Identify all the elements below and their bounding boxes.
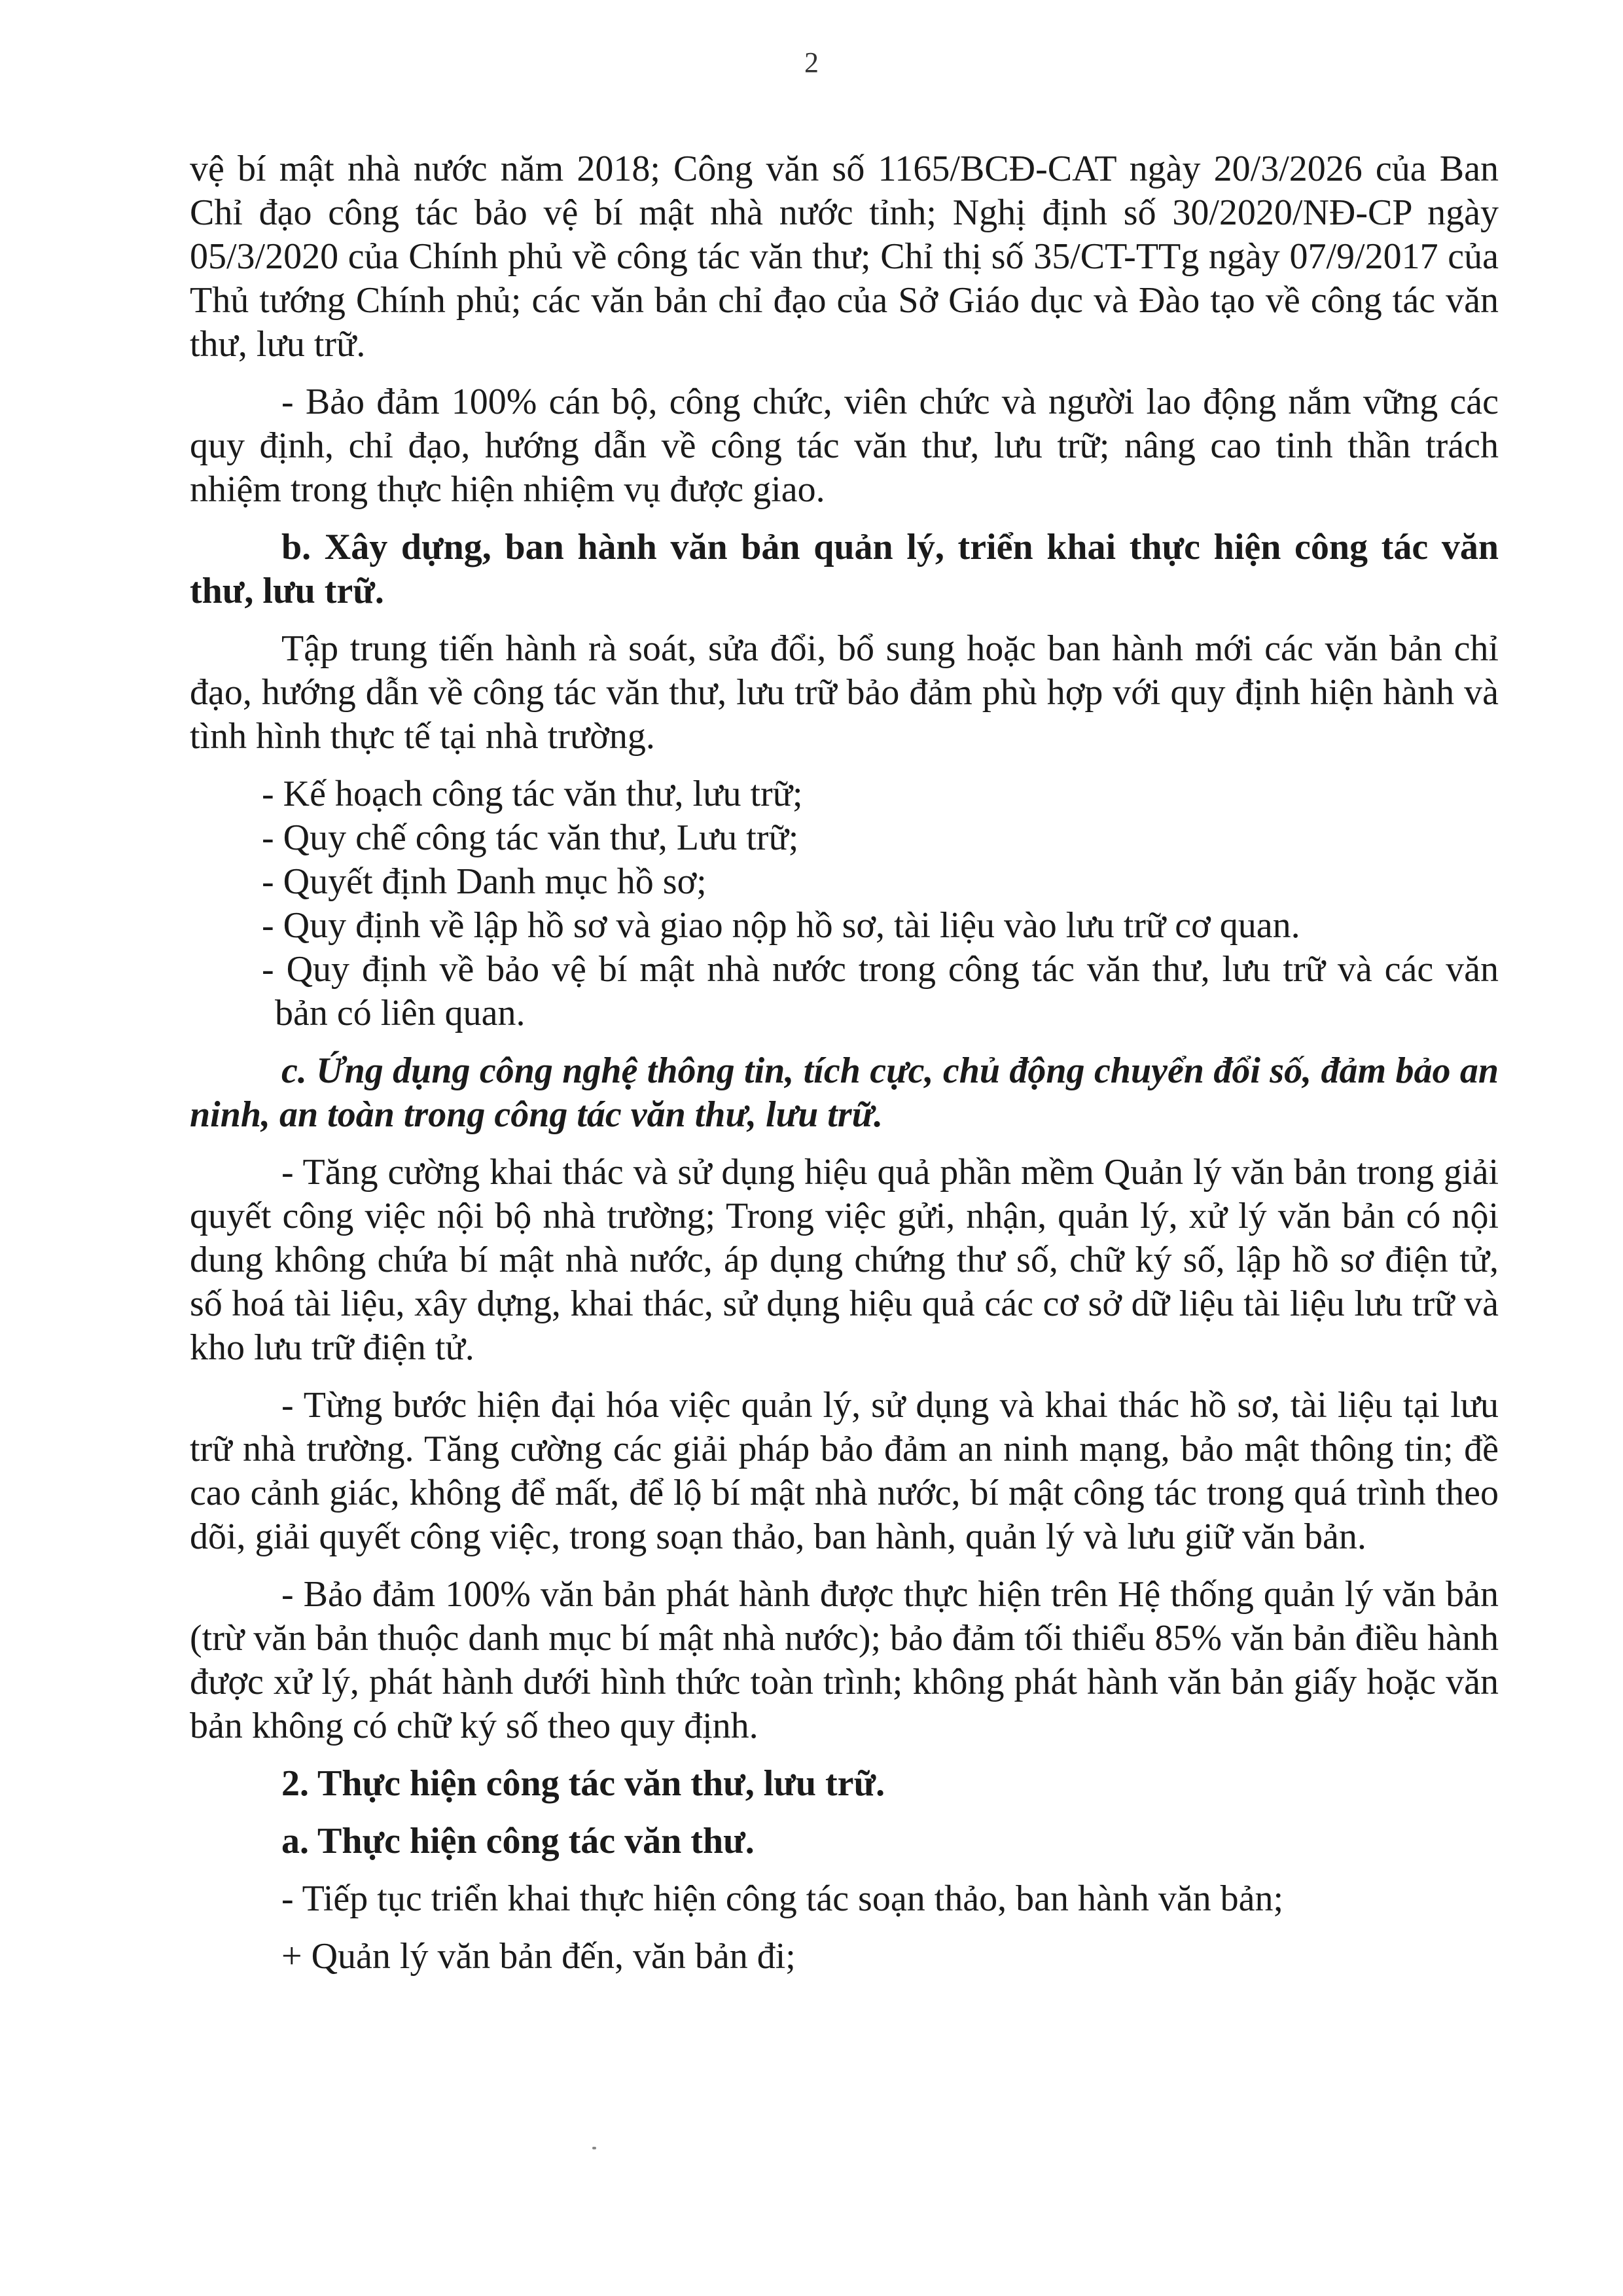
list-item: - Quy chế công tác văn thư, Lưu trữ;: [262, 817, 799, 858]
paragraph-c1: - Tăng cường khai thác và sử dụng hiệu quả phần mềm Quản lý văn bản trong giải quyết công việc nội bộ nhà trường; Trong việc gửi, nhận, quản lý, xử lý văn bản có nội dung không chứa bí mật nhà nước, áp dụng chứng thư số, chữ ký số, lập hồ sơ điện tử, số hoá tài liệu, xây dựng, khai thác, sử dụng hiệu quả các cơ sở dữ liệu tài liệu lưu trữ và kho lưu trữ điện tử.: [190, 1152, 1499, 1368]
section-heading-2: 2. Thực hiện công tác văn thư, lưu trữ.: [281, 1763, 885, 1804]
section-heading-2a: a. Thực hiện công tác văn thư.: [281, 1821, 755, 1861]
section-heading-b: b. Xây dựng, ban hành văn bản quản lý, triển khai thực hiện công tác văn thư, lưu trữ.: [190, 527, 1499, 611]
paragraph-c2: - Từng bước hiện đại hóa việc quản lý, sử dụng và khai thác hồ sơ, tài liệu tại lưu trữ nhà trường. Tăng cường các giải pháp bảo đảm an ninh mạng, bảo mật thông tin; đề cao cảnh giác, không để mất, để lộ bí mật nhà nước, bí mật công tác trong quá trình theo dõi, giải quyết công việc, trong soạn thảo, ban hành, quản lý và lưu giữ văn bản.: [190, 1385, 1499, 1557]
paragraph-ensure-staff: - Bảo đảm 100% cán bộ, công chức, viên chức và người lao động nắm vững các quy định, chỉ đạo, hướng dẫn về công tác văn thư, lưu trữ; nâng cao tinh thần trách nhiệm trong thực hiện nhiệm vụ được giao.: [190, 382, 1499, 510]
document-body: [190, 147, 1499, 1992]
list-item: - Quy định về bảo vệ bí mật nhà nước trong công tác văn thư, lưu trữ và các văn bản có liên quan.: [262, 949, 1499, 1033]
paragraph-b: Tập trung tiến hành rà soát, sửa đổi, bổ sung hoặc ban hành mới các văn bản chỉ đạo, hướng dẫn về công tác văn thư, lưu trữ bảo đảm phù hợp với quy định hiện hành và tình hình thực tế tại nhà trường.: [190, 628, 1499, 757]
list-item: - Kế hoạch công tác văn thư, lưu trữ;: [262, 774, 803, 814]
page-number: 2: [804, 46, 819, 79]
paragraph-2a1: - Tiếp tục triển khai thực hiện công tác soạn thảo, ban hành văn bản;: [281, 1878, 1284, 1919]
intro-paragraph: vệ bí mật nhà nước năm 2018; Công văn số 1165/BCĐ-CAT ngày 20/3/2026 của Ban Chỉ đạo công tác bảo vệ bí mật nhà nước tỉnh; Nghị định số 30/2020/NĐ-CP ngày 05/3/2020 của Chính phủ về công tác văn thư; Chỉ thị số 35/CT-TTg ngày 07/9/2017 của Thủ tướng Chính phủ; các văn bản chỉ đạo của Sở Giáo dục và Đào tạo về công tác văn thư, lưu trữ.: [190, 149, 1499, 365]
paragraph-2a2: + Quản lý văn bản đến, văn bản đi;: [281, 1936, 796, 1977]
section-heading-c: c. Ứng dụng công nghệ thông tin, tích cực, chủ động chuyển đổi số, đảm bảo an ninh, an toàn trong công tác văn thư, lưu trữ.: [190, 1050, 1499, 1135]
list-item: - Quyết định Danh mục hồ sơ;: [262, 861, 707, 902]
list-item: - Quy định về lập hồ sơ và giao nộp hồ sơ, tài liệu vào lưu trữ cơ quan.: [262, 905, 1300, 946]
scan-speck: [592, 2147, 596, 2149]
paragraph-c3: - Bảo đảm 100% văn bản phát hành được thực hiện trên Hệ thống quản lý văn bản (trừ văn bản thuộc danh mục bí mật nhà nước); bảo đảm tối thiểu 85% văn bản điều hành được xử lý, phát hành dưới hình thức toàn trình; không phát hành văn bản giấy hoặc văn bản không có chữ ký số theo quy định.: [190, 1574, 1499, 1746]
document-list-b: [190, 772, 1499, 1035]
